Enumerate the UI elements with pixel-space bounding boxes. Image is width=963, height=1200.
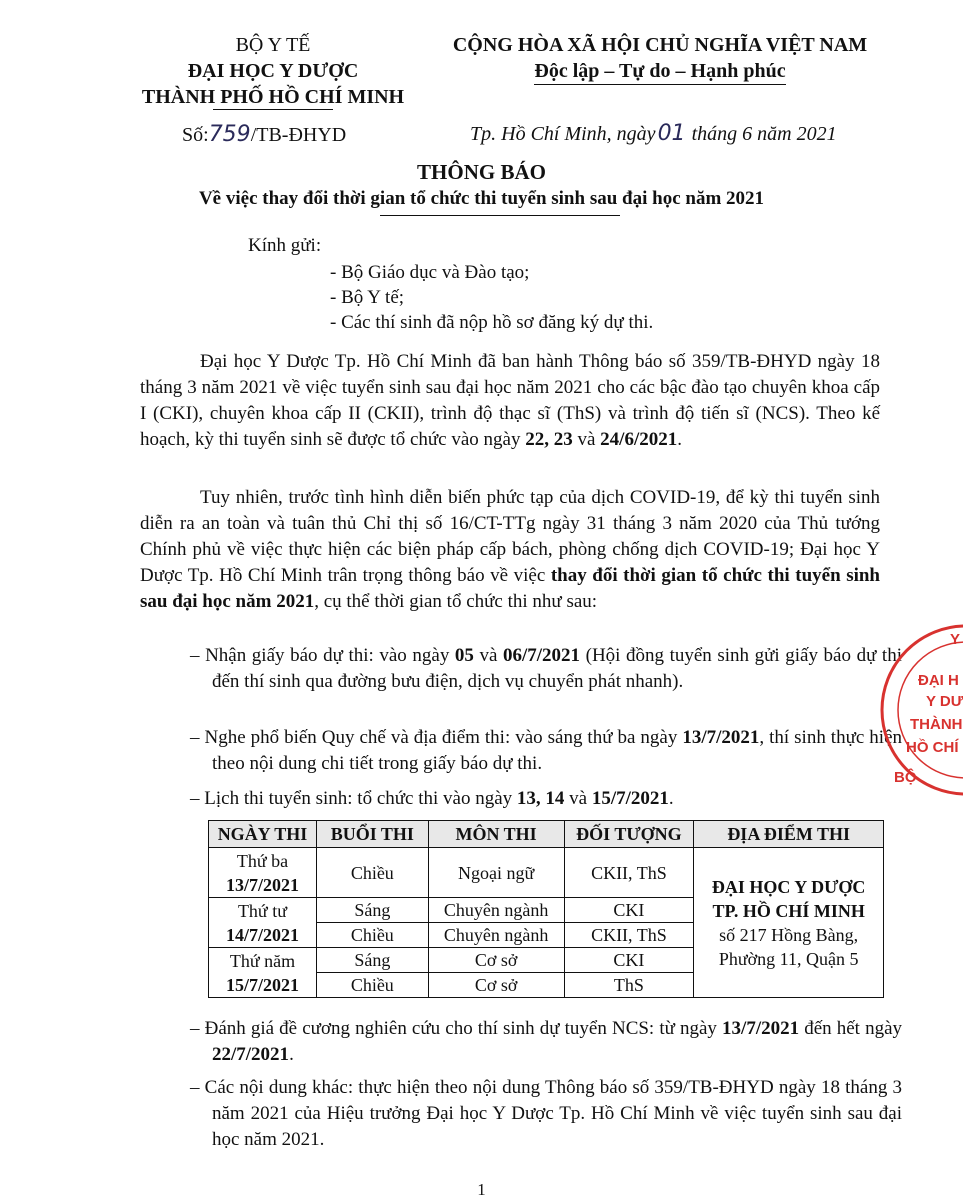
paragraph1-date-bold: 24/6/2021 [600,429,678,450]
weekday: Thứ ba [236,850,289,871]
bullet-regulations [190,725,902,777]
left-header-underline [213,109,333,110]
seal-text: BỘ [894,769,917,786]
dash-marker: – [190,1018,205,1039]
document-date [470,121,837,146]
recipient-item: - Bộ Giáo dục và Đào tạo; [330,262,530,283]
header-subject: MÔN THI [428,821,564,848]
bullet1-post: (Hội đồng tuyển sinh gửi giấy báo dự thi đến thí sinh qua đường bưu điện, dịch vụ chuyển phát nhanh). [212,645,902,692]
bullet4-text: Đánh giá đề cương nghiên cứu cho thí sinh dự tuyển NCS: từ ngày [204,1018,723,1039]
bullet4-post: . [289,1044,294,1065]
table-row [209,848,884,898]
exam-date-cell [209,948,317,998]
bullet-admission-ticket [190,643,902,695]
bullet3-bold: 13, 14 [516,788,565,809]
university-name-line2: THÀNH PHỐ HỒ CHÍ MINH [141,86,405,108]
subtitle-underline [380,215,620,216]
bullet1-bold: 06/7/2021 [502,645,581,666]
dash-marker: – [190,645,206,666]
exam-schedule-table [208,820,884,998]
session-cell: Chiều [316,848,428,898]
document-number [182,122,346,147]
left-header [118,32,428,110]
date-prefix: Tp. Hồ Chí Minh, ngày [470,123,656,145]
country-name: CỘNG HÒA XÃ HỘI CHỦ NGHĨA VIỆT NAM [452,34,868,56]
date-day-handwritten: 01 [657,121,686,146]
seal-text: Y DƯ [926,693,963,710]
national-motto [435,58,885,84]
target-cell: CKI [564,948,694,973]
recipients-label: Kính gửi: [248,235,322,256]
location-cell [694,848,884,998]
seal-text: ĐẠI H [918,672,959,689]
bullet2-bold: 13/7/2021 [682,727,760,748]
paragraph-announcement [140,349,880,453]
bullet4-bold: 22/7/2021 [212,1044,290,1065]
bullet-research-proposal [190,1016,902,1068]
paragraph2-end: , cụ thể thời gian tổ chức thi như sau: [314,591,598,612]
bullet2-post: , thí sinh thực hiện theo nội dung chi tiết trong giấy báo dự thi. [212,727,903,774]
bullet3-mid: và [564,788,592,809]
weekday: Thứ năm [229,950,296,971]
number-prefix: Số: [182,124,209,146]
paragraph1-text: Đại học Y Dược Tp. Hồ Chí Minh đã ban hành Thông báo số 359/TB-ĐHYD ngày 18 tháng 3 năm 2021 về việc tuyển sinh sau đại học năm 2021 cho các bậc đào tạo chuyên khoa cấp I (CKI), chuyên khoa cấp II (CKII), trình độ thạc sĩ (ThS) và trình độ tiến sĩ (NCS). Theo kế hoạch, kỳ thi tuyển sinh sẽ được tổ chức vào ngày [140,351,880,450]
seal-inner-ring [898,642,963,778]
location-line: số 217 Hồng Bàng, [719,924,859,945]
document-subtitle: Về việc thay đổi thời gian tổ chức thi tuyển sinh sau đại học năm 2021 [198,188,765,209]
dash-marker: – [190,1077,205,1098]
exam-date: 15/7/2021 [225,974,299,995]
bullet-other-content [190,1075,902,1153]
bullet3-bold: 15/7/2021 [591,788,669,809]
paragraph-covid-change [140,485,880,615]
location-line: Phường 11, Quận 5 [718,948,859,969]
bullet3-text: Lịch thi tuyển sinh: tổ chức thi vào ngày [204,788,517,809]
subject-cell: Chuyên ngành [428,923,564,948]
dash-marker: – [190,727,205,748]
bullet1-text: Nhận giấy báo dự thi: vào ngày [205,645,455,666]
header-target: ĐỐI TƯỢNG [564,821,694,848]
target-cell: ThS [564,973,694,998]
bullet2-text: Nghe phổ biến Quy chế và địa điểm thi: vào sáng thứ ba ngày [204,727,683,748]
bullet4-mid: đến hết ngày [799,1018,903,1039]
bullet5-text: Các nội dung khác: thực hiện theo nội dung Thông báo số 359/TB-ĐHYD ngày 18 tháng 3 năm 2021 của Hiệu trưởng Đại học Y Dược Tp. Hồ Chí Minh về việc tuyển sinh sau đại học năm 2021. [204,1077,902,1150]
seal-text: THÀNH [910,716,963,733]
header-location: ĐỊA ĐIỂM THI [694,821,884,848]
bullet-exam-schedule [190,786,902,812]
number-suffix: /TB-ĐHYD [250,124,347,146]
seal-text: Y [950,631,961,648]
exam-date: 14/7/2021 [225,924,299,945]
bullet1-mid: và [473,645,503,666]
header-session: BUỔI THI [316,821,428,848]
bullet1-bold: 05 [454,645,474,666]
page-number: 1 [477,1180,486,1199]
paragraph2-text: Tuy nhiên, trước tình hình diễn biến phức tạp của dịch COVID-19, để kỳ thi tuyển sinh diễn ra an toàn và tuân thủ Chỉ thị số 16/CT-TTg ngày 31 tháng 3 năm 2020 của Thủ tướng Chính phủ về việc thực hiện các biện pháp cấp bách, phòng chống dịch COVID-19; Đại học Y Dược Tp. Hồ Chí Minh trân trọng thông báo về việc [140,487,880,586]
weekday: Thứ tư [237,900,287,921]
paragraph1-end: . [677,429,682,450]
paragraph1-mid: và [572,429,601,450]
official-seal-icon [870,622,963,800]
bullet4-bold: 13/7/2021 [722,1018,800,1039]
location-line: ĐẠI HỌC Y DƯỢC [711,876,866,897]
subject-cell: Cơ sở [428,948,564,973]
table-header-row [209,821,884,848]
target-cell: CKII, ThS [564,848,694,898]
university-name-line1: ĐẠI HỌC Y DƯỢC [187,60,359,82]
paragraph2-bold: thay đổi thời gian tổ chức thi tuyển sinh sau đại học năm 2021 [140,565,880,612]
target-cell: CKII, ThS [564,923,694,948]
session-cell: Sáng [316,948,428,973]
subject-cell: Chuyên ngành [428,898,564,923]
dash-marker: – [190,788,205,809]
ministry-name: BỘ Y TẾ [235,34,311,56]
motto-text: Độc lập – Tự do – Hạnh phúc [534,60,785,85]
header-exam-date: NGÀY THI [209,821,317,848]
session-cell: Chiều [316,923,428,948]
number-handwritten: 759 [208,122,251,147]
session-cell: Sáng [316,898,428,923]
seal-text: HỒ CHÍ [906,739,959,756]
subject-cell: Cơ sở [428,973,564,998]
exam-date-cell [209,848,317,898]
recipient-item: - Các thí sinh đã nộp hồ sơ đăng ký dự thi. [330,312,654,333]
target-cell: CKI [564,898,694,923]
exam-date-cell [209,898,317,948]
subject-cell: Ngoại ngữ [428,848,564,898]
date-suffix: tháng 6 năm 2021 [691,123,837,145]
bullet3-post: . [668,788,674,809]
location-line: TP. HỒ CHÍ MINH [712,900,865,921]
exam-date: 13/7/2021 [225,874,299,895]
document-title: THÔNG BÁO [417,160,546,184]
recipient-item: - Bộ Y tế; [330,287,405,308]
session-cell: Chiều [316,973,428,998]
paragraph1-date-bold: 22, 23 [525,429,573,450]
